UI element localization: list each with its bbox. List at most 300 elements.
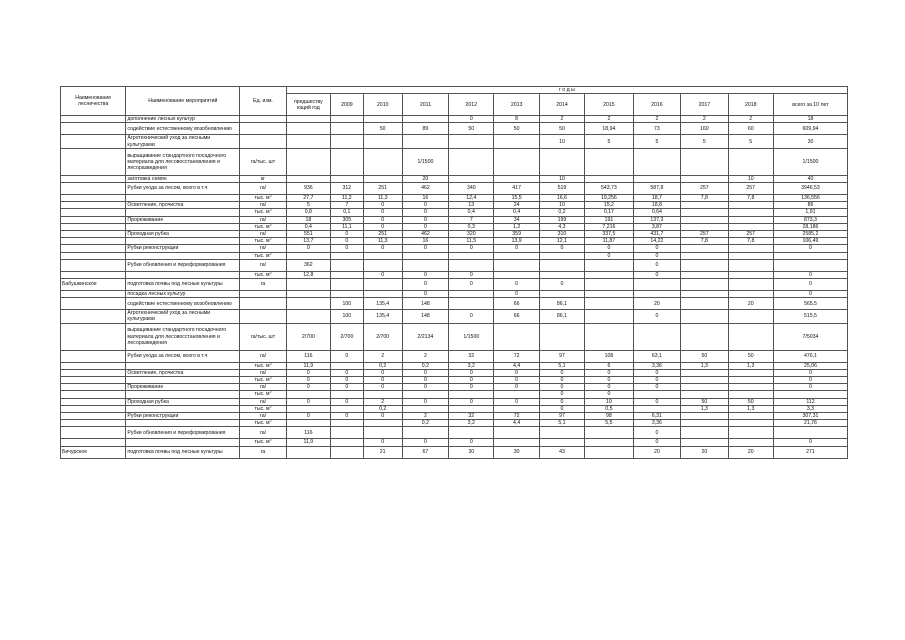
activity-name [126,252,240,259]
unit-cell: тыс. $м^3$ [240,271,286,278]
value-cell [331,362,364,369]
value-cell: 6,31 [633,413,680,420]
value-cell [728,413,773,420]
table-row [61,446,848,458]
activity-name [126,271,240,278]
value-cell: 0,64 [633,209,680,216]
activity-name: Прореживание [126,384,240,391]
value-cell: 0 [286,413,330,420]
value-cell: 7 [449,216,494,223]
value-cell: 0 [331,350,364,362]
value-cell: 0,4 [286,223,330,230]
value-cell [539,271,584,278]
value-cell [402,252,448,259]
value-cell: 12,1 [539,238,584,245]
value-cell: 0 [773,369,847,376]
value-cell: 16 [402,238,448,245]
value-cell: 462 [402,183,448,195]
value-cell [449,391,494,398]
value-cell: 86 [773,202,847,209]
header-year: 2015 [585,94,634,116]
header-year: 2009 [331,94,364,116]
value-cell [286,291,330,298]
unit-cell: тыс. $м^3$ [240,238,286,245]
activity-name [126,209,240,216]
value-cell: 73 [633,123,680,135]
value-cell [331,252,364,259]
forestry-name [61,202,126,209]
value-cell: 34 [494,216,539,223]
forestry-name [61,427,126,439]
value-cell [402,391,448,398]
value-cell: 0,1 [331,209,364,216]
value-cell [363,252,402,259]
activity-name: выращивание стандартного посадочного материала для лесовосстановления и лесоразведения [126,323,240,350]
unit-cell [240,116,286,123]
value-cell [728,259,773,271]
value-cell [585,446,634,458]
value-cell: 72 [494,413,539,420]
value-cell [681,216,728,223]
header-year: 2017 [681,94,728,116]
value-cell: 11,9 [286,362,330,369]
table-row [61,291,848,298]
unit-cell [240,291,286,298]
activity-name: Рубки реконструкции [126,245,240,252]
value-cell [402,259,448,271]
activity-name: содействие естественному возобновлению [126,123,240,135]
value-cell: 10 [539,175,584,182]
value-cell: 11,3 [363,195,402,202]
value-cell [363,391,402,398]
value-cell [681,298,728,310]
value-cell: 0 [402,245,448,252]
value-cell [585,148,634,175]
value-cell [286,279,330,291]
value-cell: 10 [539,202,584,209]
value-cell: 0 [331,238,364,245]
value-cell: 0 [585,369,634,376]
value-cell: 116 [286,427,330,439]
value-cell [363,116,402,123]
value-cell: 257 [681,231,728,238]
value-cell: 0 [363,413,402,420]
value-cell: 0 [585,245,634,252]
value-cell [728,369,773,376]
value-cell [728,252,773,259]
value-cell: 5 [286,202,330,209]
value-cell: 7,8 [728,238,773,245]
value-cell: 0 [539,369,584,376]
value-cell: 515,5 [773,310,847,323]
value-cell: 0 [494,291,539,298]
cubic-superscript: 3 [269,194,272,198]
table-row [61,245,848,252]
cubic-superscript: 3 [269,271,272,275]
value-cell [728,391,773,398]
value-cell [681,279,728,291]
header-forestry: Наименование лесничества [61,87,126,116]
value-cell [363,135,402,148]
value-cell: 0 [494,377,539,384]
value-cell [681,369,728,376]
value-cell: 0 [633,252,680,259]
activity-name: Рубки обновления и переформирования [126,259,240,271]
value-cell: 0,4 [449,209,494,216]
forestry-name [61,398,126,405]
cubic-superscript: 3 [269,390,272,394]
activity-name: Прореживание [126,216,240,223]
value-cell [494,175,539,182]
activity-name: выращивание стандартного посадочного материала для лесовосстановления и лесоразведения [126,148,240,175]
value-cell: 7,8 [681,195,728,202]
forestry-name: Бабушкинское [61,279,126,291]
value-cell [539,148,584,175]
table-row [61,123,848,135]
unit-cell: тыс. $м^3$ [240,223,286,230]
value-cell: 1/1500 [402,148,448,175]
value-cell: 43 [539,446,584,458]
value-cell [286,123,330,135]
value-cell: 4,4 [494,420,539,427]
value-cell: 7,8 [728,195,773,202]
value-cell [539,252,584,259]
table-row [61,195,848,202]
table-row [61,413,848,420]
cubic-superscript: 3 [269,208,272,212]
value-cell: 137,3 [633,216,680,223]
value-cell: 98 [585,413,634,420]
value-cell [633,279,680,291]
value-cell: 3,3 [773,405,847,412]
value-cell: 24 [494,202,539,209]
value-cell: 0 [402,384,448,391]
activity-name: Рубки ухода за лесом, всего в т.ч [126,350,240,362]
forestry-name [61,259,126,271]
value-cell: 12,4 [449,195,494,202]
header-year: предшеству ющий год [286,94,330,116]
activity-name [126,195,240,202]
forestry-name [61,216,126,223]
activity-name [126,439,240,446]
unit-cell: га/ [240,231,286,238]
value-cell: 86,1 [539,298,584,310]
forestry-name [61,310,126,323]
unit-cell: га/тыс. шт [240,323,286,350]
value-cell: 0 [449,439,494,446]
value-cell: 0 [363,369,402,376]
value-cell: 0 [773,245,847,252]
value-cell: 1,3 [728,362,773,369]
table-row [61,323,848,350]
value-cell [363,279,402,291]
value-cell: 21 [363,446,402,458]
value-cell: 551 [286,231,330,238]
value-cell [494,271,539,278]
value-cell [585,298,634,310]
unit-cell: га/ [240,427,286,439]
value-cell: 307,31 [773,413,847,420]
value-cell [585,291,634,298]
activity-name [126,362,240,369]
value-cell [331,391,364,398]
value-cell: 257 [728,183,773,195]
value-cell: 0 [402,291,448,298]
value-cell: 1/1500 [773,148,847,175]
value-cell: 0 [363,209,402,216]
value-cell [331,123,364,135]
unit-cell: га [240,279,286,291]
value-cell: 8 [494,116,539,123]
value-cell: 587,8 [633,183,680,195]
value-cell [585,271,634,278]
value-cell [363,148,402,175]
table-row [61,238,848,245]
value-cell: 5 [633,135,680,148]
value-cell: 0 [402,369,448,376]
value-cell: 15,5 [494,195,539,202]
value-cell: 5,5 [585,420,634,427]
value-cell: 28,186 [773,223,847,230]
value-cell: 32 [449,350,494,362]
value-cell [286,391,330,398]
value-cell [331,135,364,148]
value-cell [585,310,634,323]
value-cell: 0 [449,245,494,252]
value-cell: 609,94 [773,123,847,135]
unit-cell: га/ [240,398,286,405]
table-row [61,223,848,230]
header-year: 2012 [449,94,494,116]
value-cell: 18,8 [633,202,680,209]
value-cell: 30 [773,135,847,148]
value-cell: 1,91 [773,209,847,216]
value-cell: 116 [286,350,330,362]
value-cell [728,202,773,209]
forestry-name [61,223,126,230]
value-cell [681,291,728,298]
value-cell: 0 [773,377,847,384]
value-cell: 936 [286,183,330,195]
value-cell: 7/5034 [773,323,847,350]
value-cell [449,148,494,175]
activity-name [126,420,240,427]
value-cell: 20 [728,298,773,310]
unit-cell: тыс. $м^3$ [240,195,286,202]
value-cell [494,439,539,446]
value-cell [539,259,584,271]
value-cell: 0 [331,231,364,238]
value-cell [633,405,680,412]
value-cell [331,279,364,291]
value-cell: 0 [633,384,680,391]
unit-cell: га/ [240,413,286,420]
cubic-superscript: 3 [269,223,272,227]
value-cell: 11,9 [286,439,330,446]
value-cell: 25,06 [773,362,847,369]
header-activity: Наименование мероприятий [126,87,240,116]
value-cell [681,175,728,182]
value-cell: 16 [402,195,448,202]
value-cell: 0 [363,202,402,209]
unit-cell: га/ [240,183,286,195]
value-cell [728,439,773,446]
value-cell: 0 [286,369,330,376]
value-cell [286,420,330,427]
value-cell [331,175,364,182]
table-row [61,362,848,369]
value-cell: 0,4 [494,209,539,216]
forestry-name [61,291,126,298]
value-cell: 2 [681,116,728,123]
forestry-name [61,183,126,195]
value-cell: 135,4 [363,298,402,310]
value-cell: 0 [331,413,364,420]
forestry-name [61,116,126,123]
unit-cell: кг [240,175,286,182]
value-cell [286,405,330,412]
value-cell [773,259,847,271]
value-cell [331,259,364,271]
value-cell: 14,22 [633,238,680,245]
forestry-activities-table [60,86,848,459]
value-cell: 257 [728,231,773,238]
unit-cell [240,310,286,323]
header-year: 2014 [539,94,584,116]
value-cell [681,377,728,384]
value-cell: 0 [363,216,402,223]
value-cell: 0 [449,279,494,291]
value-cell [681,323,728,350]
value-cell: 0 [539,391,584,398]
value-cell: 112 [773,398,847,405]
value-cell: 2585,2 [773,231,847,238]
value-cell: 18,7 [633,195,680,202]
header-years-caption: г о д ы [286,87,847,94]
value-cell [633,175,680,182]
value-cell: 0 [363,223,402,230]
value-cell: 3,36 [633,362,680,369]
forestry-name [61,350,126,362]
value-cell [449,259,494,271]
activity-name: Агротехнический уход за лесными культурами [126,135,240,148]
value-cell: 6 [585,362,634,369]
value-cell: 0 [402,202,448,209]
value-cell [681,252,728,259]
value-cell: 11,1 [331,223,364,230]
value-cell: 66 [494,310,539,323]
value-cell [331,405,364,412]
value-cell [728,323,773,350]
value-cell: 3,87 [633,223,680,230]
table-row [61,350,848,362]
value-cell: 1/1500 [449,323,494,350]
table-row [61,369,848,376]
value-cell: 60 [728,123,773,135]
value-cell: 12,8 [286,271,330,278]
value-cell: 66 [494,298,539,310]
value-cell: 0 [494,369,539,376]
activity-name [126,238,240,245]
value-cell [286,310,330,323]
value-cell: 50 [728,398,773,405]
value-cell: 2/2134 [402,323,448,350]
header-year: 2013 [494,94,539,116]
value-cell [681,202,728,209]
value-cell: 10 [728,175,773,182]
value-cell [494,252,539,259]
activity-name: дополнение лесных культур [126,116,240,123]
value-cell: 0 [402,377,448,384]
forestry-name [61,391,126,398]
value-cell: 0 [539,245,584,252]
value-cell [773,252,847,259]
cubic-superscript: 3 [269,362,272,365]
forestry-name [61,420,126,427]
activity-name: Рубки реконструкции [126,413,240,420]
value-cell [402,405,448,412]
value-cell: 89 [402,123,448,135]
value-cell: 11,3 [363,238,402,245]
value-cell: 417 [494,183,539,195]
value-cell: 0 [449,377,494,384]
value-cell [494,259,539,271]
table-row [61,420,848,427]
value-cell: 0 [585,384,634,391]
value-cell [728,420,773,427]
value-cell: 16,6 [539,195,584,202]
activity-name: Агротехнический уход за лесными культурами [126,310,240,323]
value-cell [331,439,364,446]
forestry-name [61,384,126,391]
value-cell: 13 [449,202,494,209]
value-cell: 3,2 [449,420,494,427]
forestry-name [61,245,126,252]
forestry-name [61,252,126,259]
value-cell [681,223,728,230]
value-cell: 2 [585,116,634,123]
activity-name [126,223,240,230]
value-cell [286,116,330,123]
value-cell: 0,2 [402,420,448,427]
header-year: 2011 [402,94,448,116]
value-cell: 362 [286,259,330,271]
forestry-name [61,148,126,175]
value-cell: 0 [773,279,847,291]
unit-cell: тыс. $м^3$ [240,439,286,446]
value-cell: 40 [773,175,847,182]
cubic-superscript: 3 [269,237,272,241]
value-cell [585,323,634,350]
table-row [61,391,848,398]
value-cell: 86,1 [539,310,584,323]
value-cell: 50 [494,123,539,135]
value-cell: 251 [363,231,402,238]
value-cell: 0,17 [585,209,634,216]
value-cell: 2 [728,116,773,123]
value-cell [681,148,728,175]
value-cell: 0 [449,310,494,323]
value-cell [494,405,539,412]
value-cell: 0 [539,398,584,405]
cubic-superscript: 3 [269,405,272,409]
value-cell: 20 [728,446,773,458]
value-cell: 97 [539,350,584,362]
value-cell: 0 [449,398,494,405]
value-cell: 0 [585,252,634,259]
value-cell: 519 [539,183,584,195]
table-row [61,175,848,182]
